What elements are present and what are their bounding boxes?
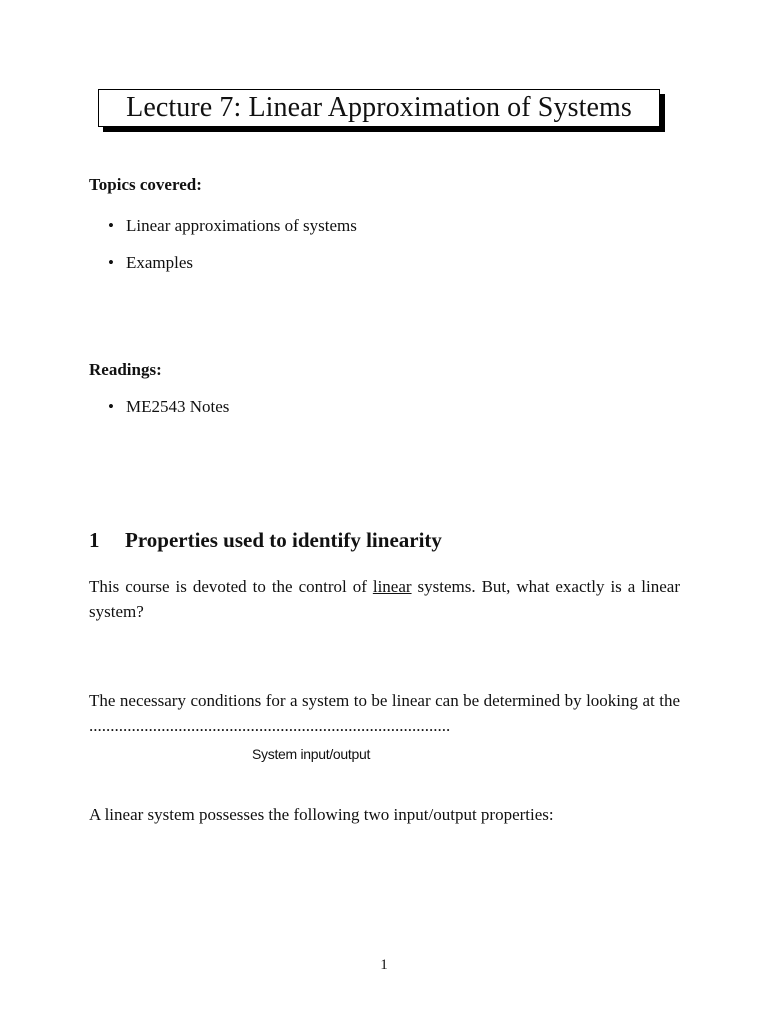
readings-heading: Readings: bbox=[89, 360, 162, 379]
underlined-word: linear bbox=[372, 577, 412, 596]
lecture-title-box bbox=[98, 89, 660, 127]
intro-paragraph bbox=[89, 574, 680, 624]
reading-item-label: ME2543 Notes bbox=[126, 397, 230, 416]
list-item bbox=[108, 253, 357, 290]
topic-item-label: Examples bbox=[126, 253, 194, 272]
intro-text-after: systems. But, what exactly is a linear system? bbox=[89, 577, 680, 621]
fill-in-blank: ..................................................................................... bbox=[89, 716, 451, 735]
handwritten-answer: System input/output bbox=[252, 746, 371, 762]
conditions-text: The necessary conditions for a system to be linear can be determined by looking at the bbox=[89, 691, 680, 710]
topics-heading: Topics covered: bbox=[89, 175, 202, 194]
bullet-icon: • bbox=[108, 216, 114, 235]
section-heading bbox=[89, 528, 442, 553]
lecture-title: Lecture 7: Linear Approximation of Systems bbox=[126, 92, 632, 123]
conditions-paragraph bbox=[89, 688, 680, 738]
intro-text-before: This course is devoted to the control of bbox=[89, 577, 373, 596]
list-item bbox=[108, 397, 229, 434]
section-number: 1 bbox=[89, 528, 100, 552]
page-number: 1 bbox=[380, 957, 388, 973]
bullet-icon: • bbox=[108, 397, 114, 416]
list-item bbox=[108, 216, 357, 253]
section-title: Properties used to identify linearity bbox=[125, 528, 442, 552]
properties-paragraph: A linear system possesses the following two input/output properties: bbox=[89, 805, 554, 824]
bullet-icon: • bbox=[108, 253, 114, 272]
topic-item-label: Linear approximations of systems bbox=[126, 216, 357, 235]
readings-list bbox=[108, 397, 229, 434]
topics-list bbox=[108, 216, 357, 290]
